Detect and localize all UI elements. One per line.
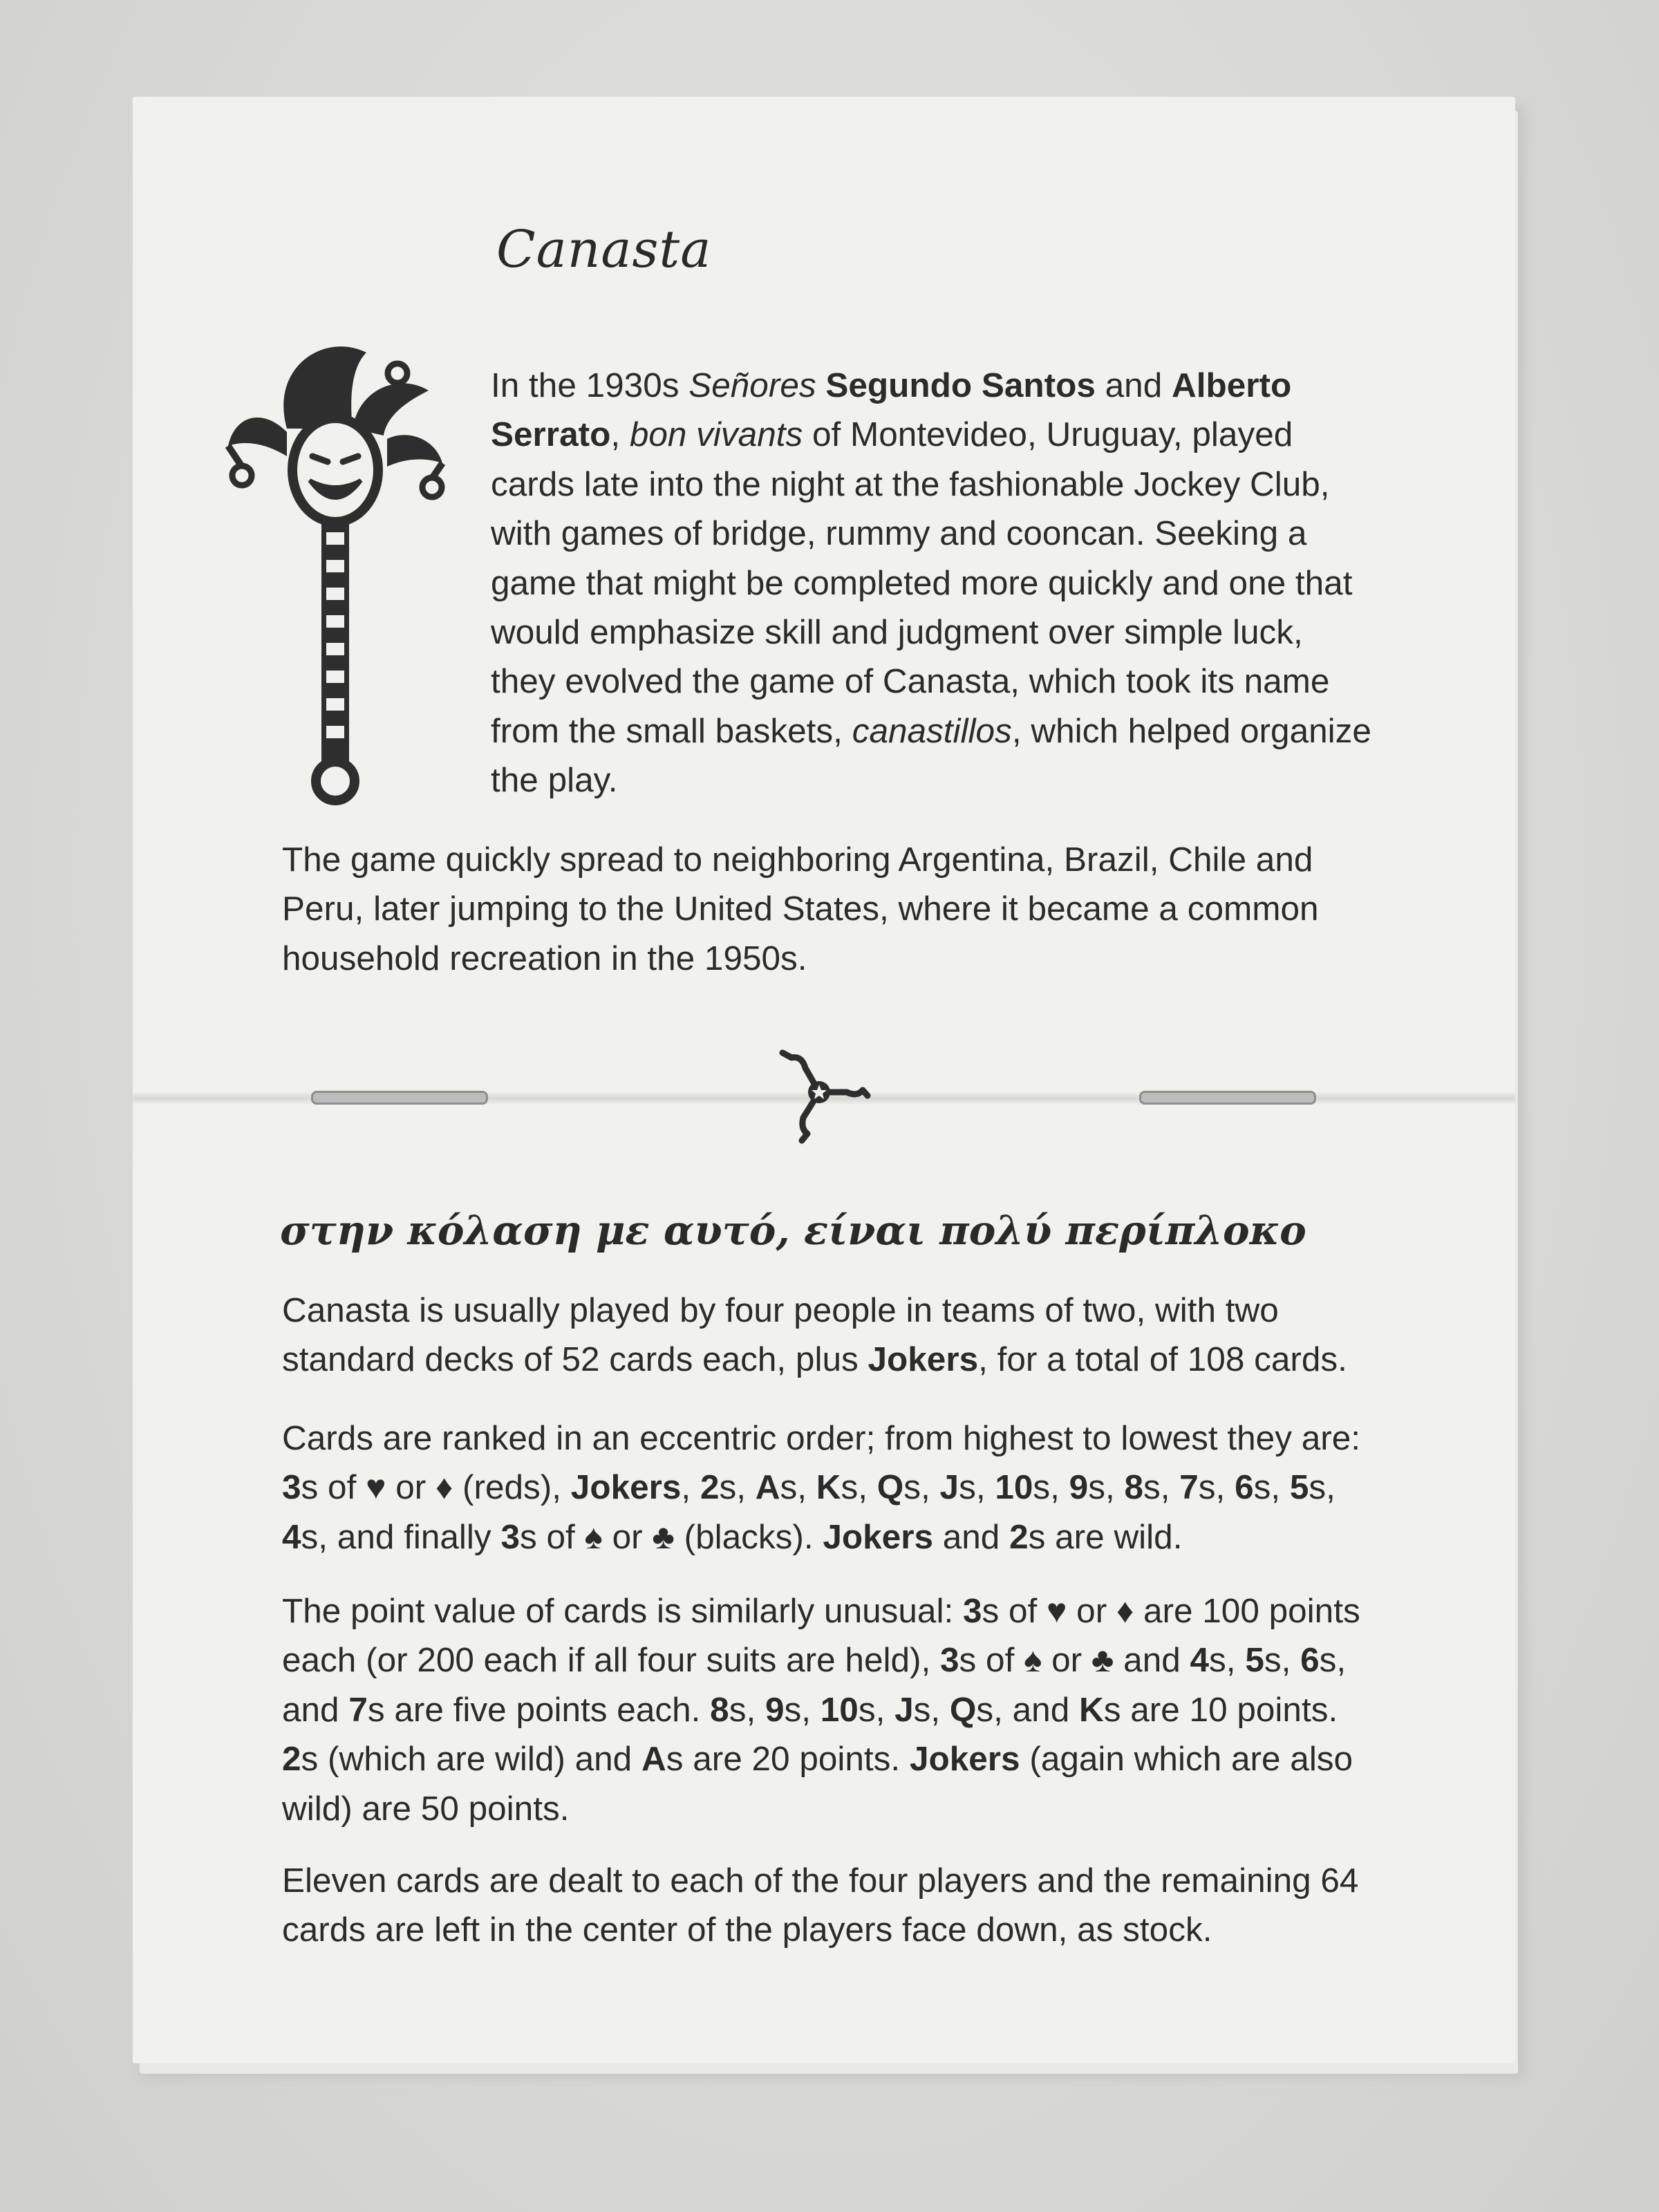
- jester-icon: [221, 325, 456, 809]
- pts-t2: are 100 points each (or 200 each if all four suits are held),: [282, 1592, 1360, 1680]
- pts-two: 2: [282, 1740, 301, 1779]
- intro-alberto-serrato: Alberto Serrato: [491, 366, 1292, 454]
- intro-text-2: of Montevideo, Uruguay, played cards late into the night at the fashionable Jockey Club, with games of bridge, rummy and cooncan. Seeking a game that might be completed more quickly and one that would emphasize skill and judgment over simple luck, they evolved the game of Canasta, which took its name from the small baskets,: [491, 415, 1353, 750]
- rank-t7: s are wild.: [1028, 1517, 1183, 1556]
- intro-space: [816, 366, 826, 404]
- rank-t3: (reds),: [453, 1468, 571, 1507]
- pts-ace: A: [641, 1740, 666, 1779]
- rank-s9: s,: [1198, 1468, 1235, 1507]
- pts-t5: s are five points each.: [367, 1690, 711, 1729]
- pts-queen: Q: [949, 1690, 977, 1729]
- pts-s7: s,: [913, 1690, 950, 1729]
- pts-or2: or: [1042, 1641, 1091, 1680]
- pts-t4: and: [1114, 1641, 1190, 1680]
- players-text-2: , for a total of 108 cards.: [978, 1340, 1347, 1379]
- rank-ten: 10: [995, 1468, 1033, 1507]
- diamond-icon: ♦: [435, 1468, 453, 1507]
- rank-jokers-1: Jokers: [570, 1468, 682, 1507]
- rank-two: 2: [700, 1468, 720, 1507]
- rank-t4: s, and finally: [301, 1517, 501, 1556]
- pts-t6: s are 10 points.: [1103, 1690, 1338, 1729]
- pts-eight: 8: [710, 1690, 729, 1729]
- intro-and: and: [1095, 366, 1172, 404]
- pts-threes-a: 3: [962, 1592, 982, 1630]
- pts-t1: s of: [982, 1592, 1047, 1630]
- rank-and2: and: [933, 1517, 1010, 1556]
- pts-or1: or: [1067, 1592, 1116, 1630]
- triskelion-icon: [767, 1040, 871, 1144]
- pts-ten: 10: [820, 1690, 859, 1729]
- spade-icon: ♠: [584, 1517, 603, 1556]
- spade-icon: ♠: [1024, 1641, 1042, 1680]
- pts-s3: s, and: [282, 1641, 1347, 1729]
- intro-canastillos: canastillos: [852, 711, 1012, 750]
- pts-s5: s,: [784, 1690, 821, 1729]
- section-heading-greek: στην κόλαση με αυτό, είναι πολύ περίπλοκο: [280, 1207, 1306, 1254]
- pts-five: 5: [1245, 1641, 1264, 1680]
- rank-five: 5: [1289, 1468, 1309, 1507]
- pts-s6: s,: [858, 1690, 895, 1729]
- rank-s6: s,: [1033, 1468, 1069, 1507]
- page-title: Canasta: [496, 220, 712, 279]
- rank-or1: or: [386, 1468, 435, 1507]
- pts-nine: 9: [765, 1690, 785, 1729]
- rank-s11: s,: [1309, 1468, 1335, 1507]
- pts-t0: The point value of cards is similarly unusual:: [282, 1592, 963, 1630]
- pts-king: K: [1079, 1690, 1104, 1729]
- rank-ace: A: [755, 1468, 780, 1507]
- rank-t1: Cards are ranked in an eccentric order; from highest to lowest they are:: [282, 1419, 1360, 1457]
- rank-s5: s,: [959, 1468, 995, 1507]
- pts-s8: s, and: [976, 1690, 1079, 1729]
- rank-s3: s,: [841, 1468, 877, 1507]
- rank-t6: (blacks).: [674, 1517, 823, 1556]
- rank-s10: s,: [1253, 1468, 1290, 1507]
- rank-or2: or: [602, 1517, 653, 1556]
- rank-queen: Q: [877, 1468, 904, 1507]
- intro-bon-vivants: bon vivants: [629, 415, 803, 454]
- pts-four: 4: [1190, 1641, 1210, 1680]
- rank-threes-b: 3: [500, 1517, 520, 1556]
- rank-jack: J: [939, 1468, 959, 1507]
- intro-comma: ,: [610, 415, 630, 454]
- pts-s1: s,: [1209, 1641, 1246, 1680]
- rank-s1: s,: [719, 1468, 756, 1507]
- rules-points-paragraph: [282, 1586, 1381, 1833]
- pts-seven: 7: [348, 1690, 368, 1729]
- pts-t8: s are 20 points.: [666, 1740, 910, 1779]
- rank-jokers-2: Jokers: [823, 1517, 933, 1556]
- rank-twos: 2: [1009, 1517, 1029, 1556]
- rank-seven: 7: [1179, 1468, 1199, 1507]
- players-jokers: Jokers: [868, 1340, 979, 1379]
- diamond-icon: ♦: [1116, 1592, 1134, 1630]
- intro-text-3: , which helped organize the play.: [491, 711, 1371, 800]
- intro-senores: Señores: [688, 366, 816, 404]
- rank-t5: s of: [519, 1517, 585, 1556]
- rank-t2: s of: [301, 1468, 366, 1507]
- staple-left: [311, 1091, 488, 1105]
- pts-threes-b: 3: [940, 1641, 959, 1680]
- pts-t3: s of: [959, 1641, 1024, 1680]
- pts-six: 6: [1300, 1641, 1320, 1680]
- heart-icon: ♥: [1047, 1592, 1067, 1630]
- rank-s8: s,: [1143, 1468, 1180, 1507]
- rank-king: K: [816, 1468, 841, 1507]
- rank-s7: s,: [1088, 1468, 1125, 1507]
- rank-s4: s,: [903, 1468, 940, 1507]
- intro-text-1: In the 1930s: [491, 366, 689, 404]
- players-text-1: Canasta is usually played by four people in teams of two, with two standard decks of 52 cards each, plus: [282, 1291, 1279, 1379]
- rank-six: 6: [1235, 1468, 1254, 1507]
- heart-icon: ♥: [366, 1468, 386, 1507]
- rank-four: 4: [282, 1517, 301, 1556]
- rules-deal-paragraph: Eleven cards are dealt to each of the four players and the remaining 64 cards are left in the center of the players face down, as stock.: [282, 1862, 1359, 1949]
- intro-paragraph: [491, 361, 1376, 805]
- club-icon: ♣: [1091, 1641, 1114, 1680]
- rank-c1: ,: [681, 1468, 700, 1507]
- pts-jack: J: [894, 1690, 914, 1729]
- pts-s4: s,: [729, 1690, 765, 1729]
- club-icon: ♣: [652, 1517, 675, 1556]
- pts-s2: s,: [1264, 1641, 1301, 1680]
- rank-nine: 9: [1069, 1468, 1089, 1507]
- rank-threes-a: 3: [282, 1468, 301, 1507]
- rank-s2: s,: [780, 1468, 816, 1507]
- rank-eight: 8: [1124, 1468, 1143, 1507]
- rules-players-paragraph: [282, 1286, 1381, 1385]
- pts-t7: s (which are wild) and: [301, 1740, 641, 1779]
- pts-t9: (again which are also wild) are 50 points.: [282, 1740, 1353, 1828]
- pts-jokers: Jokers: [909, 1740, 1020, 1779]
- intro-segundo-santos: Segundo Santos: [825, 366, 1096, 404]
- rules-ranking-paragraph: [282, 1414, 1381, 1562]
- staple-right: [1139, 1091, 1316, 1105]
- spread-paragraph: The game quickly spread to neighboring Argentina, Brazil, Chile and Peru, later jumping to the United States, where it became a common household recreation in the 1950s.: [282, 841, 1319, 977]
